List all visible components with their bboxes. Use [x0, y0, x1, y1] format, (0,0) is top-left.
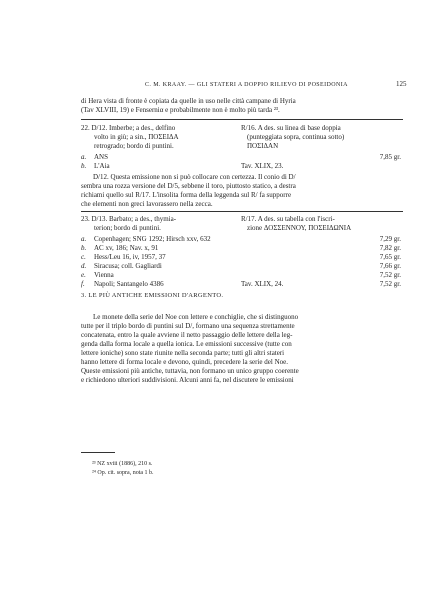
entry-22 — [81, 124, 403, 152]
section-heading: 3. LE PIÙ ANTICHE EMISSIONI D'ARGENTO. — [81, 292, 224, 299]
item-source: Siracusa; coll. Gagliardi — [94, 262, 162, 270]
item-weight: 7,52 gr. — [379, 271, 401, 279]
body-line-8: e richiedono ulteriori suddivisioni. Alcuni anni fa, nel discutere le emissioni — [81, 376, 294, 384]
running-title: C. M. KRAAY. — GLI STATERI A DOPPIO RILIEVO DI POSEIDONIA — [145, 82, 348, 88]
item-source: Hess/Leu 16, iv, 1957, 37 — [94, 253, 166, 261]
item-source: Copenhagen; SNG 1292; Hirsch xxv, 632 — [94, 235, 211, 243]
entry-23-item-a — [81, 235, 403, 244]
item-source: AC xv, 186; Nav. x, 91 — [94, 244, 159, 252]
body-line-2: tutte per il triplo bordo di puntini sul D/, formano una sequenza strettamente — [81, 322, 295, 330]
item-label: f. — [81, 280, 85, 288]
entry-22-obverse-2: volto in giù; a sin., ΠΟΣΕΙΔΑ — [94, 133, 179, 142]
intro-line-1: di Hera vista di fronte è copiata da quelle in uso nelle città campane di Hyria — [81, 97, 296, 105]
item-weight: 7,29 gr. — [379, 235, 401, 243]
item-plate: Tav. XLIX, 24. — [241, 280, 284, 288]
entry-23-obverse-2: terion; bordo di puntini. — [94, 224, 161, 233]
item-source: Napoli; Santangelo 4386 — [94, 280, 164, 288]
item-weight: 7,52 gr. — [379, 280, 401, 288]
item-source: L'Aia — [94, 162, 110, 170]
item-label: b. — [81, 244, 87, 252]
entry-23-item-b — [81, 244, 403, 253]
item-plate: Tav. XLIX, 23. — [241, 162, 284, 170]
body-line-5: lettere ioniche) sono state riunite nella seconda parte; tutti gli altri stateri — [81, 349, 285, 357]
entry-22-note-2: sembra una rozza versione del D/5, sebbene il toro, piuttosto statico, a destra — [81, 182, 296, 190]
item-weight: 7,65 gr. — [379, 253, 401, 261]
item-weight: 7,82 gr. — [379, 244, 401, 252]
footnote-24: ²⁴ Op. cit. sopra, nota 1 b. — [92, 470, 154, 476]
item-source: ANS — [94, 153, 109, 161]
body-line-4: genda dalla forma locale a quella ionica. Le emissioni successive (tutte con — [81, 340, 292, 348]
divider — [81, 119, 403, 120]
entry-22-note-3: richiami quello sul R/17. L'insolita forma della leggenda sul R/ fa supporre — [81, 191, 292, 199]
item-label: c. — [81, 253, 86, 261]
entry-22-reverse-1: R/16. A des. su linea di base doppia — [241, 124, 341, 132]
item-label: d. — [81, 262, 87, 270]
entry-22-reverse-3: ΠΟΣΙΔΑΝ — [247, 142, 279, 151]
entry-23-reverse-1: R/17. A des. su tabella con l'iscri- — [241, 215, 335, 223]
body-line-1: Le monete della serie del Noe con lettere e conchiglie, che si distinguono — [93, 313, 299, 321]
item-weight: 7,85 gr. — [379, 153, 401, 161]
entry-22-note-1: D/12. Questa emissione non si può collocare con certezza. Il conio di D/ — [93, 173, 296, 181]
footnote-rule — [81, 452, 115, 453]
footnote-23: ²³ NZ xviii (1886), 210 s. — [92, 461, 153, 467]
entry-23-item-d — [81, 262, 403, 271]
item-label: a. — [81, 235, 87, 243]
item-label: b. — [81, 162, 87, 170]
entry-22-reverse-2: (punteggiata sopra, continua sotto) — [247, 133, 345, 142]
entry-23-item-e — [81, 271, 403, 280]
body-line-7: Queste emissioni più antiche, tuttavia, non formano un unico gruppo coerente — [81, 367, 299, 375]
entry-22-obverse-3: retrogrado; bordo di puntini. — [94, 142, 174, 151]
body-line-3: concatenata, entro la quale avviene il netto passaggio delle lettere della leg- — [81, 331, 293, 339]
intro-line-2: (Tav XLVIII, 19) e Fenserniα e probabilmente non è molto più tarda ²³. — [81, 106, 280, 114]
divider — [81, 211, 403, 212]
page-number: 125 — [396, 80, 407, 88]
item-weight: 7,66 gr. — [379, 262, 401, 270]
item-label: e. — [81, 271, 86, 279]
entry-22-obverse-1: 22. D/12. Imberbe; a des., delfino — [81, 124, 176, 132]
item-source: Vienna — [94, 271, 114, 279]
body-line-6: hanno lettere di forma locale e devono, quindi, precedere la serie del Noe. — [81, 358, 288, 366]
entry-22-note-4: che elementi non greci lavorassero nella zecca. — [81, 200, 213, 208]
entry-23-reverse-2: zione ΔΟΣΣΕΝΝΟΥ, ΠΟΣΕΙΔΩΝΙΑ — [247, 224, 352, 233]
entry-22-item-a — [81, 153, 403, 162]
item-label: a. — [81, 153, 87, 161]
entry-23-obverse-1: 23. D/13. Barbato; a des., thymia- — [81, 215, 177, 223]
entry-23-item-f — [81, 280, 403, 289]
entry-23-item-c — [81, 253, 403, 262]
entry-22-item-b — [81, 162, 403, 171]
entry-23 — [81, 215, 403, 234]
